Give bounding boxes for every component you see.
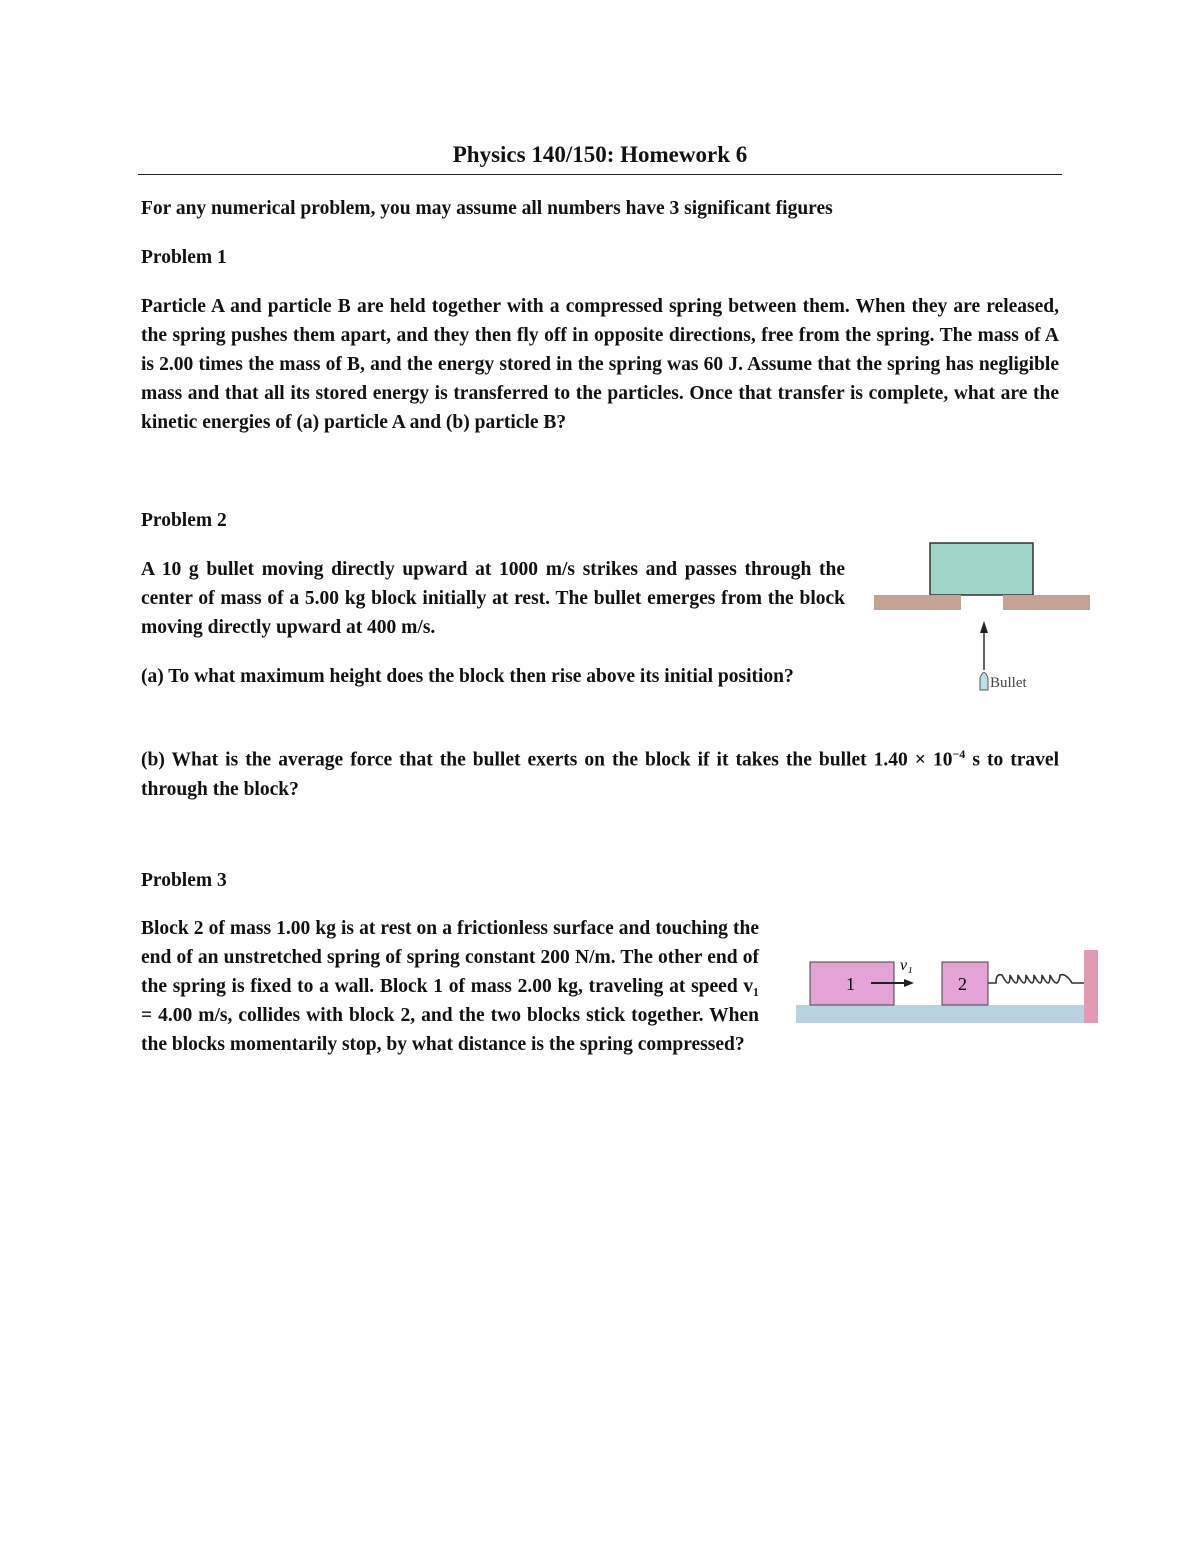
- problem-2-part-b: (b) What is the average force that the bullet exerts on the block if it takes the bullet $1.40 \times 10^{-4}$ s to travel through the block?: [141, 747, 1059, 800]
- spring: [988, 975, 1084, 983]
- wall: [1084, 950, 1098, 1023]
- problem-1-text: Particle A and particle B are held together with a compressed spring between them. When they are released, the spring pushes them apart, and they then fly off in opposite directions, free from the spring. The mass of A is 2.00 times the mass of B, and the energy stored in the spring was 60 J. Assume that the spring has negligible mass and that all its stored energy is transferred to the particles. Once that transfer is complete, what are the kinetic energies of (a) particle A and (b) particle B?: [141, 296, 1059, 433]
- title-rule: [138, 174, 1062, 175]
- arrow-head-icon: [904, 979, 914, 987]
- page-title: Physics 140/150: Homework 6: [452, 142, 748, 167]
- bullet-icon: [980, 673, 988, 691]
- problem-3-text: Block 2 of mass 1.00 kg is at rest on a frictionless surface and touching the end of an unstretched spring of spring constant 200 N/m. The other end of the spring is fixed to a wall. Block 1 of mass 2.00 kg, traveling at speed v₁ = 4.00 m/s, collides with block 2, and the two blocks stick together. When the blocks momentarily stop, by what distance is the spring compressed?: [141, 918, 759, 1055]
- block-2-label: 2: [958, 974, 967, 994]
- problem-2-part-a: (a) To what maximum height does the block then rise above its initial position?: [141, 666, 794, 687]
- bullet-label: Bullet: [990, 675, 1027, 691]
- problem-1-heading: Problem 1: [141, 247, 227, 268]
- problem-2-heading: Problem 2: [141, 510, 227, 531]
- velocity-label: v₁: [900, 957, 913, 974]
- block-1-label: 1: [846, 974, 855, 994]
- support-left: [874, 595, 961, 610]
- spring-block-figure: [796, 945, 1100, 1025]
- block: [930, 543, 1033, 595]
- problem-2-text: A 10 g bullet moving directly upward at 1000 m/s strikes and passes through the center of mass of a 5.00 kg block initially at rest. The bullet emerges from the block moving directly upward at 400 m/s.: [141, 559, 845, 638]
- support-right: [1003, 595, 1090, 610]
- bullet-block-figure: [866, 535, 1102, 697]
- arrow-head-icon: [980, 621, 988, 633]
- floor: [796, 1005, 1086, 1023]
- intro: For any numerical problem, you may assume all numbers have 3 significant figures: [141, 198, 833, 219]
- problem-3-heading: Problem 3: [141, 870, 227, 891]
